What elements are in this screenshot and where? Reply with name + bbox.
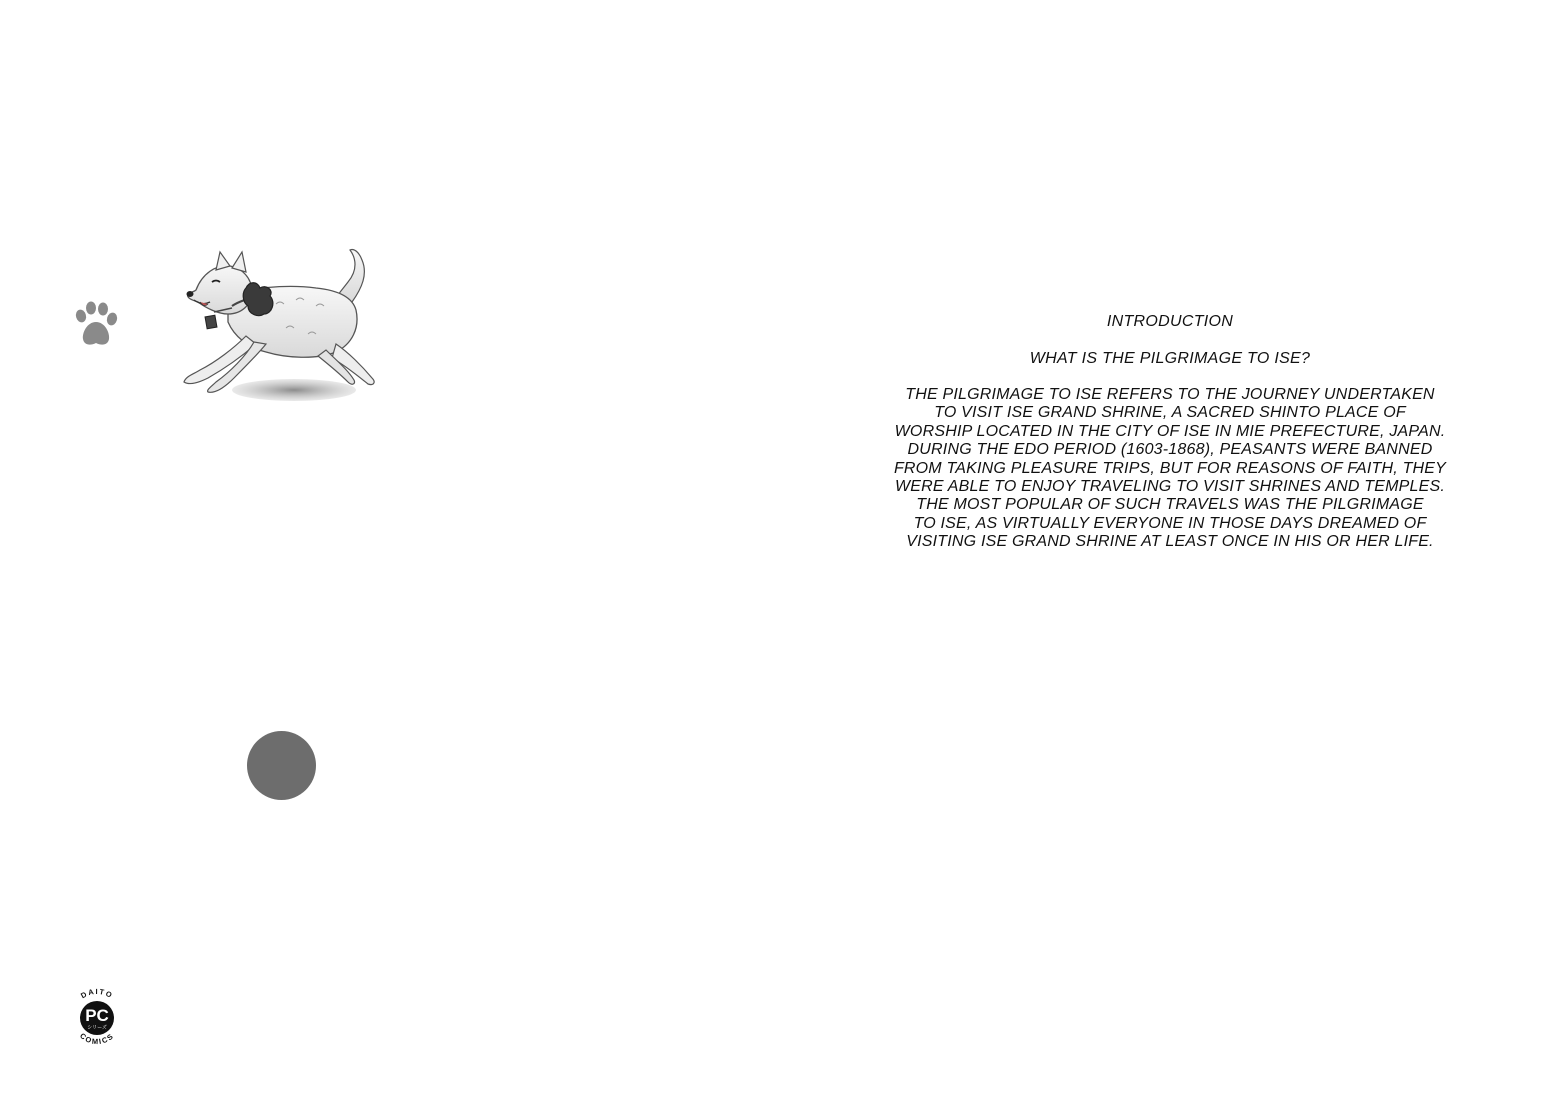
body-line: DURING THE EDO PERIOD (1603-1868), PEASANTS WERE BANNED bbox=[907, 441, 1433, 459]
introduction-body bbox=[845, 386, 1495, 552]
introduction-section bbox=[845, 312, 1495, 552]
body-line: VISITING ISE GRAND SHRINE AT LEAST ONCE IN HIS OR HER LIFE. bbox=[906, 533, 1434, 551]
introduction-question: WHAT IS THE PILGRIMAGE TO ISE? bbox=[1029, 350, 1311, 367]
svg-text:PC: PC bbox=[85, 1006, 109, 1025]
body-line: TO ISE, AS VIRTUALLY EVERYONE IN THOSE DAYS DREAMED OF bbox=[913, 514, 1427, 532]
running-dog-illustration bbox=[176, 244, 398, 406]
body-line: THE PILGRIMAGE TO ISE REFERS TO THE JOURNEY UNDERTAKEN bbox=[905, 386, 1435, 403]
body-line: WORSHIP LOCATED IN THE CITY OF ISE IN MIE PREFECTURE, JAPAN. bbox=[894, 422, 1446, 440]
body-line: TO VISIT ISE GRAND SHRINE, A SACRED SHINTO PLACE OF bbox=[934, 404, 1406, 422]
introduction-title: INTRODUCTION bbox=[1106, 313, 1234, 330]
daito-pc-comics-logo bbox=[64, 982, 130, 1052]
svg-text:DAITO: DAITO bbox=[79, 986, 115, 1001]
page-dot bbox=[247, 731, 316, 800]
svg-text:シリーズ: シリーズ bbox=[87, 1025, 107, 1031]
svg-text:COMICS: COMICS bbox=[78, 1031, 116, 1047]
paw-print-icon bbox=[72, 300, 120, 350]
body-line: FROM TAKING PLEASURE TRIPS, BUT FOR REASONS OF FAITH, THEY bbox=[893, 459, 1447, 477]
body-line: WERE ABLE TO ENJOY TRAVELING TO VISIT SHRINES AND TEMPLES. bbox=[894, 478, 1446, 496]
body-line: THE MOST POPULAR OF SUCH TRAVELS WAS THE PILGRIMAGE bbox=[916, 496, 1424, 514]
